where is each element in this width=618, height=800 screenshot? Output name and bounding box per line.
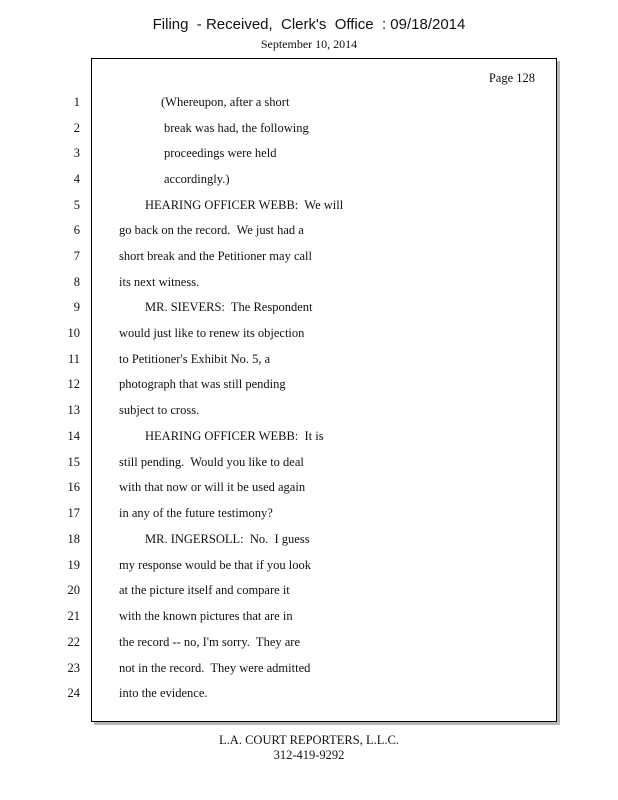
reporter-phone: 312-419-9292 bbox=[273, 748, 345, 762]
transcript-line: proceedings were held bbox=[164, 146, 277, 160]
transcript-line: in any of the future testimony? bbox=[119, 506, 273, 520]
transcript-line: its next witness. bbox=[119, 275, 200, 289]
transcript-line: still pending. Would you like to deal bbox=[119, 455, 304, 469]
line-number: 16 bbox=[67, 480, 80, 494]
line-number: 12 bbox=[67, 377, 80, 391]
line-number: 23 bbox=[67, 661, 80, 675]
line-number: 2 bbox=[73, 121, 80, 135]
transcript-line: the record -- no, I'm sorry. They are bbox=[119, 635, 300, 649]
line-number: 6 bbox=[73, 223, 80, 237]
transcript-line: break was had, the following bbox=[164, 121, 309, 135]
line-number: 17 bbox=[67, 506, 80, 520]
line-number: 19 bbox=[67, 558, 80, 572]
line-number: 8 bbox=[73, 275, 80, 289]
transcript-line: HEARING OFFICER WEBB: It is bbox=[145, 429, 324, 443]
transcript-line: short break and the Petitioner may call bbox=[119, 249, 312, 263]
line-number: 13 bbox=[67, 403, 80, 417]
transcript-line: with that now or will it be used again bbox=[119, 480, 306, 494]
transcript-line: photograph that was still pending bbox=[119, 377, 286, 391]
line-number: 3 bbox=[73, 146, 80, 160]
line-number: 15 bbox=[67, 455, 80, 469]
transcript-line: not in the record. They were admitted bbox=[119, 661, 311, 675]
transcript-line: MR. SIEVERS: The Respondent bbox=[145, 300, 313, 314]
line-number: 11 bbox=[67, 352, 80, 366]
line-number: 5 bbox=[73, 198, 80, 212]
transcript-line: my response would be that if you look bbox=[119, 558, 311, 572]
line-number: 20 bbox=[67, 583, 80, 597]
line-number: 9 bbox=[73, 300, 80, 314]
page-number: Page 128 bbox=[488, 71, 535, 85]
transcript-line: with the known pictures that are in bbox=[119, 609, 293, 623]
transcript-line: go back on the record. We just had a bbox=[119, 223, 304, 237]
line-number: 21 bbox=[67, 609, 80, 623]
line-number: 7 bbox=[73, 249, 80, 263]
line-number: 24 bbox=[67, 686, 80, 700]
transcript-line: MR. INGERSOLL: No. I guess bbox=[145, 532, 310, 546]
filing-stamp: Filing - Received, Clerk's Office : 09/18/2014 bbox=[152, 16, 466, 33]
line-number: 14 bbox=[67, 429, 80, 443]
line-number: 4 bbox=[73, 172, 80, 186]
line-number: 10 bbox=[67, 326, 80, 340]
transcript-line: to Petitioner's Exhibit No. 5, a bbox=[119, 352, 271, 366]
transcript-line: HEARING OFFICER WEBB: We will bbox=[145, 198, 344, 212]
transcript-line: at the picture itself and compare it bbox=[119, 583, 290, 597]
transcript-line: (Whereupon, after a short bbox=[161, 95, 290, 109]
transcript-line: accordingly.) bbox=[164, 172, 230, 186]
line-number: 22 bbox=[67, 635, 80, 649]
hearing-date: September 10, 2014 bbox=[260, 37, 358, 51]
reporter-company: L.A. COURT REPORTERS, L.L.C. bbox=[219, 733, 399, 747]
transcript-line: subject to cross. bbox=[119, 403, 200, 417]
line-number: 1 bbox=[73, 95, 80, 109]
transcript-line: into the evidence. bbox=[119, 686, 208, 700]
line-number: 18 bbox=[67, 532, 80, 546]
transcript-line: would just like to renew its objection bbox=[119, 326, 305, 340]
